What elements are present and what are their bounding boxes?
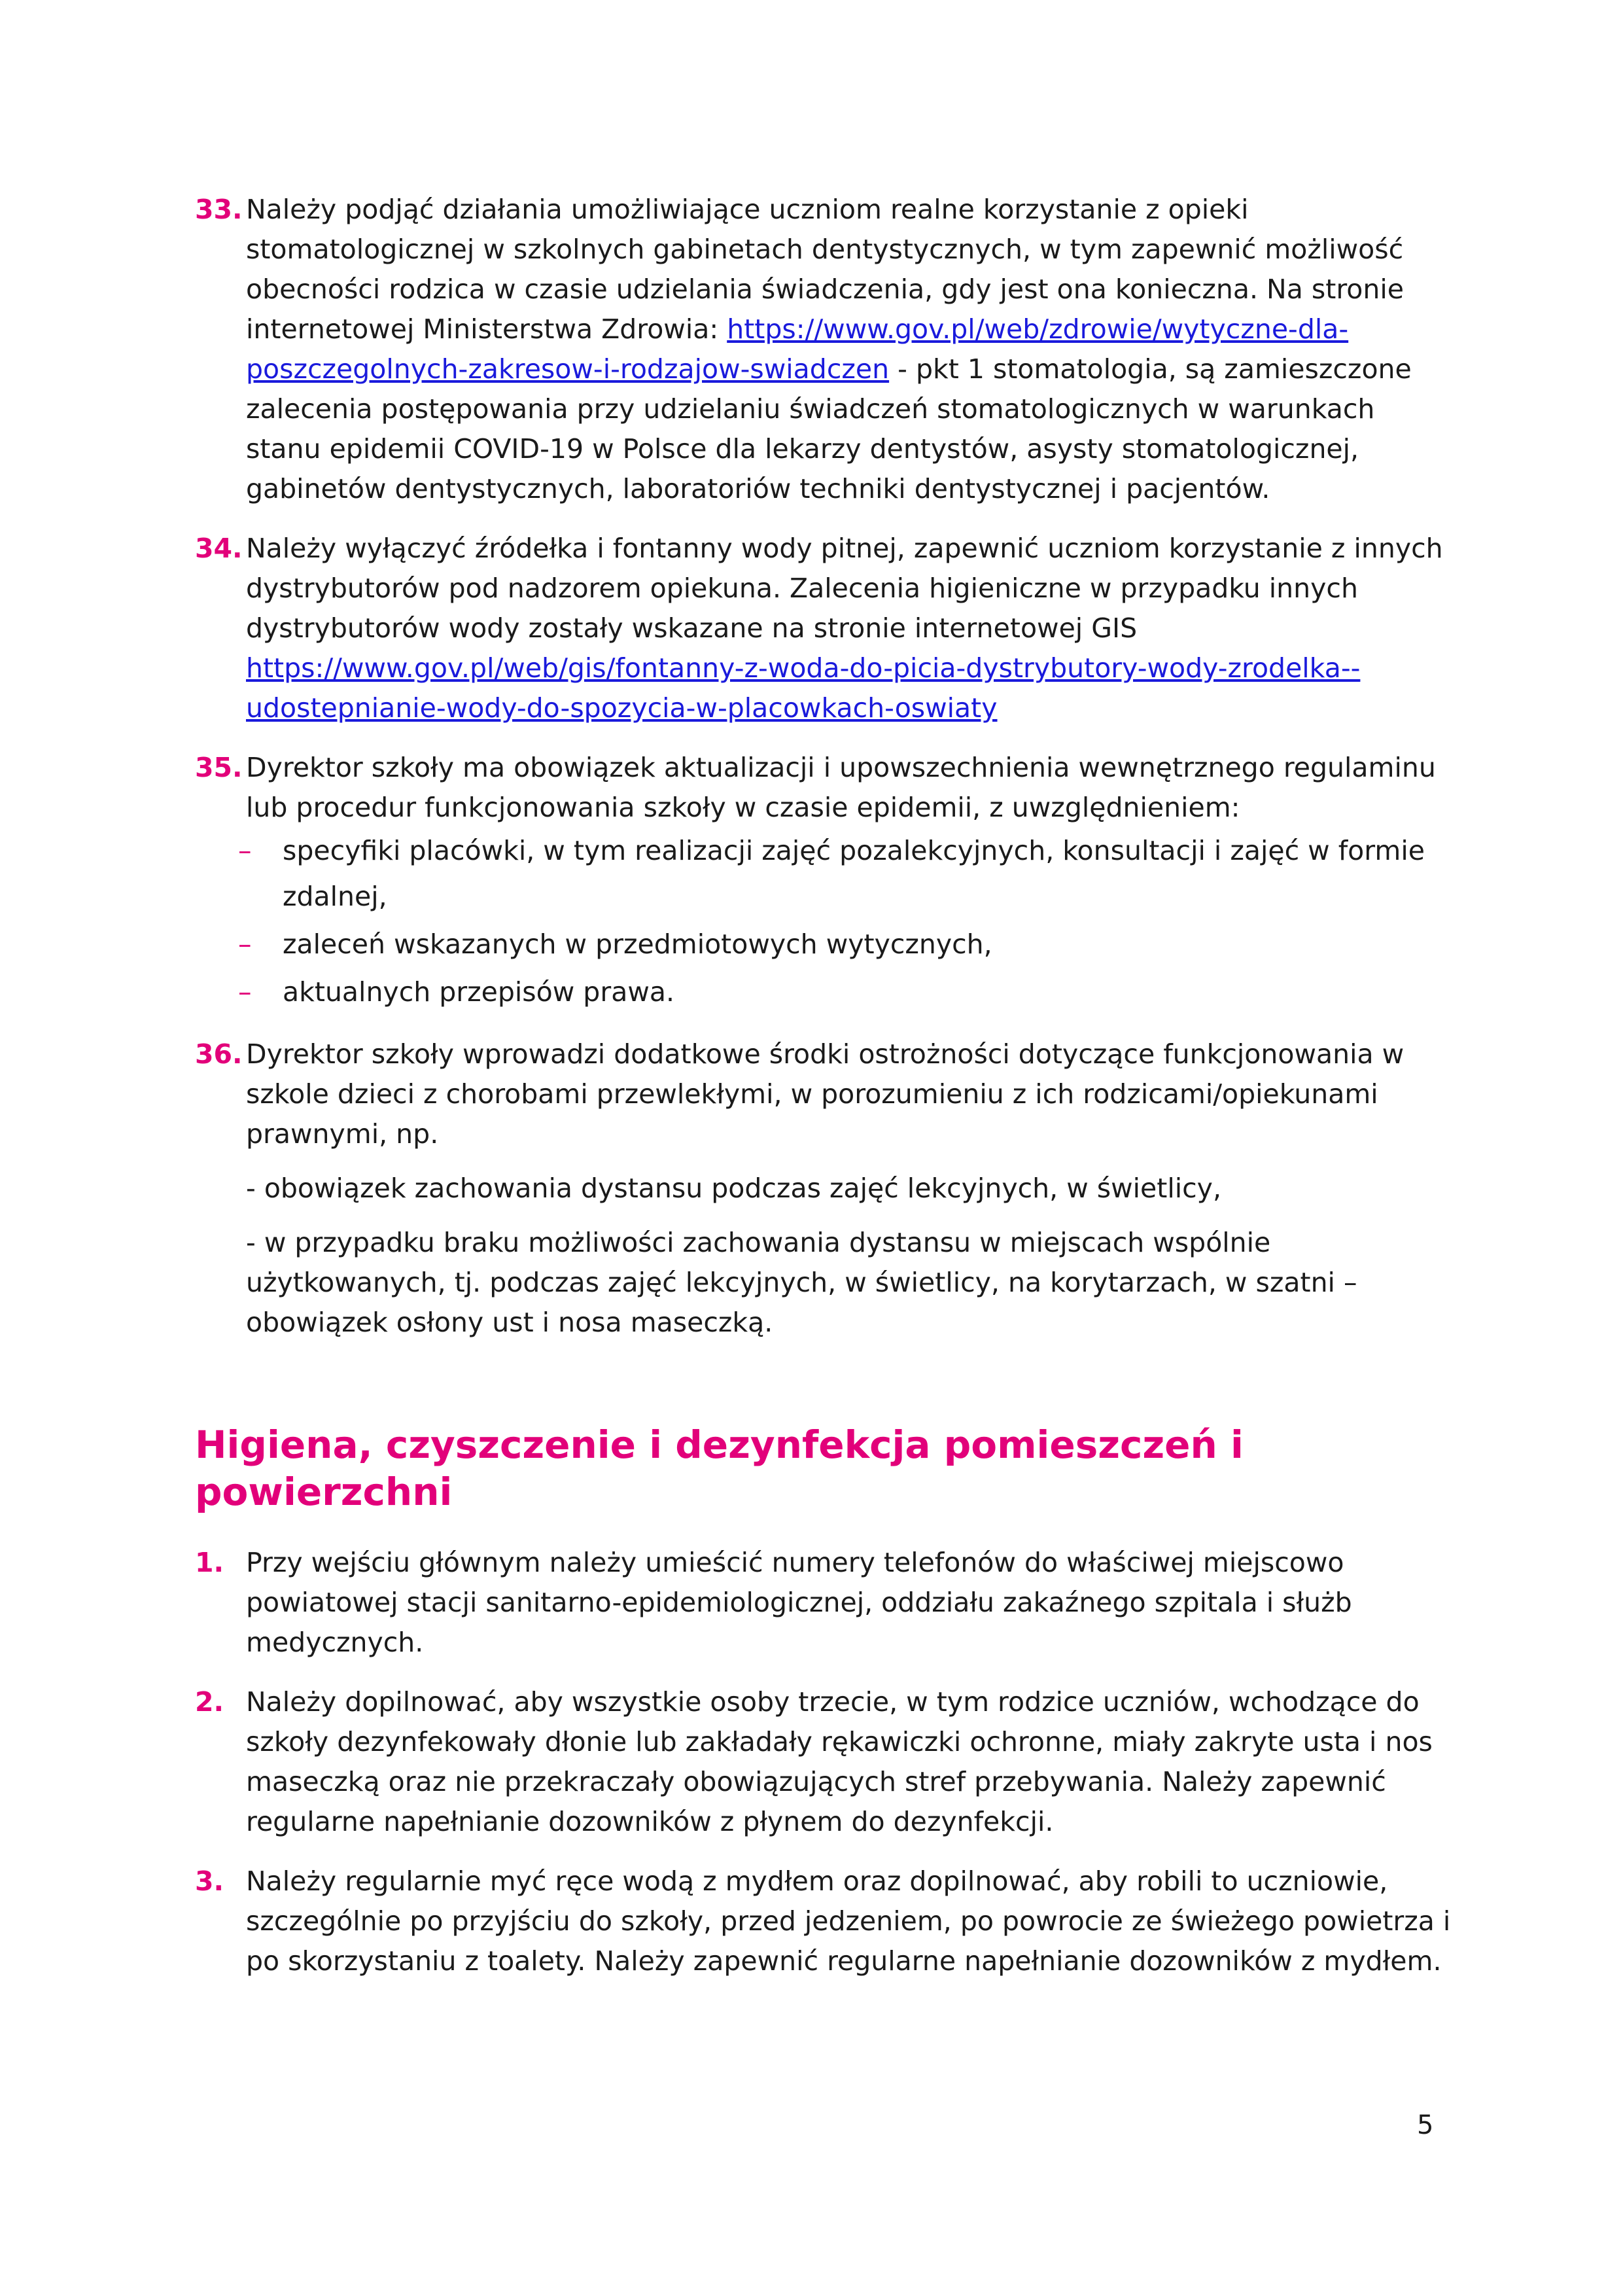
gis-fountains-link[interactable]: https://www.gov.pl/web/gis/fontanny-z-woda-do-picia-dystrybutory-wody-zrodelka--udostepnianie-wody-do-spozycia-w-placowkach-oswiaty <box>246 652 1361 724</box>
page-number: 5 <box>1417 2110 1434 2140</box>
list-item-35 <box>195 748 1457 1015</box>
item-text: Dyrektor szkoły wprowadzi dodatkowe środki ostrożności dotyczące funkcjonowania w szkole dzieci z chorobami przewlekłymi, w porozumieniu z ich rodzicami/opiekunami prawnymi, np. <box>246 1038 1405 1150</box>
dash-list <box>195 828 1457 1015</box>
item-number: 2. <box>195 1686 224 1718</box>
list-item-34 <box>195 529 1457 728</box>
item-number: 33. <box>195 194 243 225</box>
item-text-pre: Należy podjąć działania umożliwiające uczniom realne korzystanie z opieki stomatologicznej w szkolnych gabinetach dentystycznych, w tym zapewnić możliwość obecności rodzica w czasie udzielania świadczenia, gdy jest ona konieczna. Na stronie internetowej Ministerstwa Zdrowia: <box>246 194 1404 345</box>
list-item-33 <box>195 190 1457 509</box>
dash-list-item: – specyfiki placówki, w tym realizacji zajęć pozalekcyjnych, konsultacji i zajęć w formie zdalnej, <box>195 828 1457 919</box>
sub-point: - obowiązek zachowania dystansu podczas zajęć lekcyjnych, w świetlicy, <box>246 1173 1221 1204</box>
dash-list-item: – aktualnych przepisów prawa. <box>195 969 1457 1015</box>
item-text: Dyrektor szkoły ma obowiązek aktualizacji i upowszechnienia wewnętrznego regulaminu lub procedur funkcjonowania szkoły w czasie epidemii, z uwzględnieniem: <box>246 752 1436 823</box>
dash-list-item: – zaleceń wskazanych w przedmiotowych wytycznych, <box>195 921 1457 967</box>
item-text-pre: Należy wyłączyć źródełka i fontanny wody pitnej, zapewnić uczniom korzystanie z innych dystrybutorów pod nadzorem opiekuna. Zalecenia higieniczne w przypadku innych dystrybutorów wody zostały wskazane na stronie internetowej GIS <box>246 533 1443 644</box>
dash-bullet: – <box>238 835 252 866</box>
section-list-item-1 <box>195 1543 1457 1663</box>
item-text: Należy regularnie myć ręce wodą z mydłem oraz dopilnować, aby robili to uczniowie, szczególnie po przyjściu do szkoły, przed jedzeniem, po powrocie ze świeżego powietrza i po skorzystaniu z toalety. Należy zapewnić regularne napełnianie dozowników z mydłem. <box>246 1865 1451 1977</box>
item-text: Należy dopilnować, aby wszystkie osoby trzecie, w tym rodzice uczniów, wchodzące do szkoły dezynfekowały dłonie lub zakładały rękawiczki ochronne, miały zakryte usta i nos maseczką oraz nie przekraczały obowiązujących stref przebywania. Należy zapewnić regularne napełnianie dozowników z płynem do dezynfekcji. <box>246 1686 1433 1837</box>
item-number: 35. <box>195 752 243 783</box>
dash-bullet: – <box>238 976 252 1008</box>
dash-bullet: – <box>238 928 252 960</box>
item-text <box>246 529 1457 728</box>
item-number: 3. <box>195 1865 224 1897</box>
section-list-item-2 <box>195 1682 1457 1842</box>
ministry-of-health-link[interactable]: https://www.gov.pl/web/zdrowie/wytyczne-dla-poszczegolnych-zakresow-i-rodzajow-swiadczen <box>246 313 1349 385</box>
item-number: 34. <box>195 533 243 564</box>
item-number: 36. <box>195 1038 243 1070</box>
section-list-item-3 <box>195 1862 1457 1981</box>
item-text: Przy wejściu głównym należy umieścić numery telefonów do właściwej miejscowo powiatowej stacji sanitarno-epidemiologicznej, oddziału zakaźnego szpitala i służb medycznych. <box>246 1547 1352 1658</box>
list-item-36 <box>195 1034 1457 1343</box>
sub-point: - w przypadku braku możliwości zachowania dystansu w miejscach wspólnie użytkowanych, tj. podczas zajęć lekcyjnych, w świetlicy, na korytarzach, w szatni – obowiązek osłony ust i nosa maseczką. <box>246 1227 1357 1338</box>
item-text-post: - pkt 1 stomatologia, są zamieszczone zalecenia postępowania przy udzielaniu świadczeń stomatologicznych w warunkach stanu epidemii COVID-19 w Polsce dla lekarzy dentystów, asysty stomatologicznej, gabinetów dentystycznych, laboratoriów techniki dentystycznej i pacjentów. <box>246 353 1412 504</box>
item-number: 1. <box>195 1547 224 1578</box>
section-heading: Higiena, czyszczenie i dezynfekcja pomieszczeń i powierzchni <box>195 1422 1244 1514</box>
item-text <box>246 190 1457 509</box>
page-content <box>195 190 1457 2001</box>
